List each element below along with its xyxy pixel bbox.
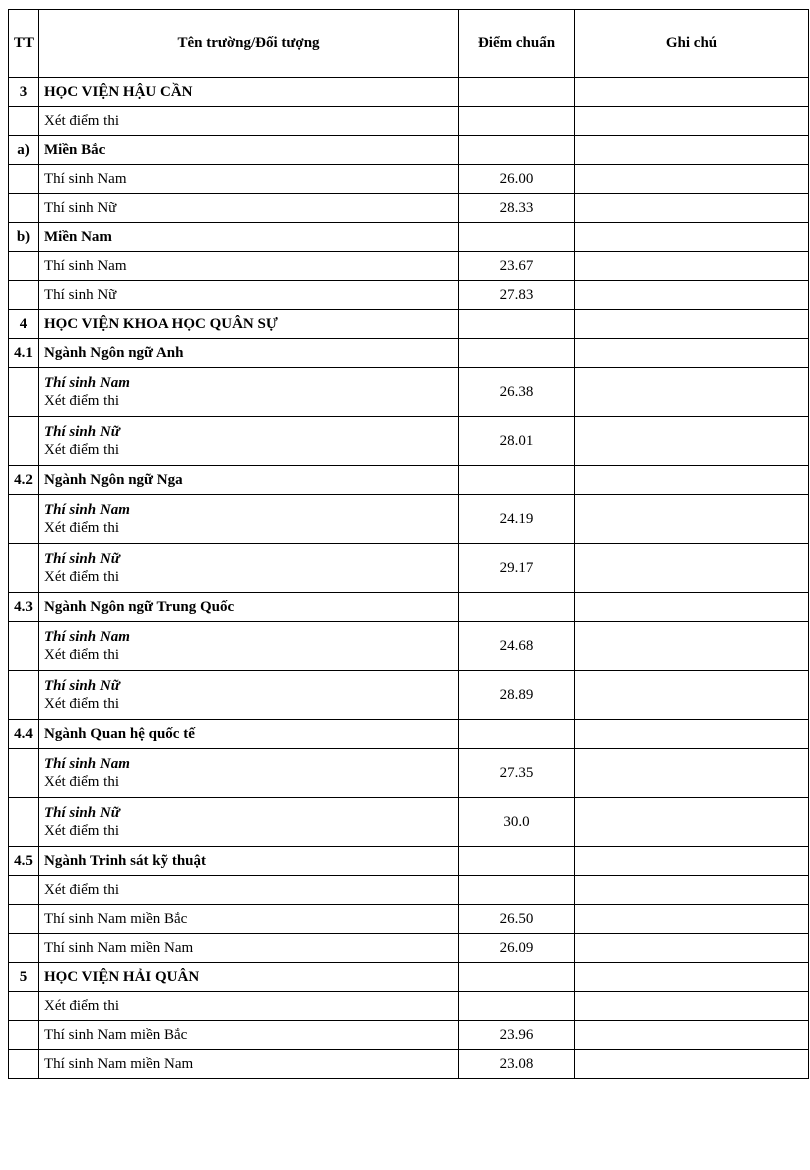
candidate-group-label: Thí sinh Nam <box>44 375 130 391</box>
benchmark-score: 29.17 <box>459 544 575 593</box>
benchmark-score: 26.00 <box>459 165 575 194</box>
table-row <box>9 368 809 417</box>
candidate-group-cell <box>39 671 459 720</box>
row-number <box>9 876 39 905</box>
target-name: Thí sinh Nam <box>39 165 459 194</box>
table-row <box>9 1050 809 1079</box>
note-cell <box>575 252 809 281</box>
subsection-name: Ngành Ngôn ngữ Anh <box>39 339 459 368</box>
benchmark-score: 27.83 <box>459 281 575 310</box>
benchmark-score: 23.67 <box>459 252 575 281</box>
table-row <box>9 417 809 466</box>
candidate-group-label: Thí sinh Nữ <box>44 551 120 567</box>
note-cell <box>575 136 809 165</box>
benchmark-score <box>459 720 575 749</box>
benchmark-score: 26.50 <box>459 905 575 934</box>
benchmark-score: 26.09 <box>459 934 575 963</box>
benchmark-score: 23.08 <box>459 1050 575 1079</box>
target-name: Thí sinh Nữ <box>39 281 459 310</box>
target-name: Thí sinh Nữ <box>39 194 459 223</box>
subsection-name: Ngành Trinh sát kỹ thuật <box>39 847 459 876</box>
row-number <box>9 798 39 847</box>
row-number <box>9 622 39 671</box>
row-number <box>9 194 39 223</box>
candidate-group-cell <box>39 544 459 593</box>
note-cell <box>575 544 809 593</box>
candidate-group-cell <box>39 495 459 544</box>
candidate-group-label: Thí sinh Nữ <box>44 424 120 440</box>
note-cell <box>575 798 809 847</box>
subsection-name: Miền Nam <box>39 223 459 252</box>
note-cell <box>575 107 809 136</box>
row-number <box>9 417 39 466</box>
row-number <box>9 368 39 417</box>
row-number: b) <box>9 223 39 252</box>
candidate-group-cell <box>39 417 459 466</box>
note-cell <box>575 165 809 194</box>
target-name: Thí sinh Nam miền Nam <box>39 1050 459 1079</box>
row-number <box>9 544 39 593</box>
table-row <box>9 934 809 963</box>
admission-method-label: Xét điểm thi <box>44 520 119 536</box>
row-number: 4 <box>9 310 39 339</box>
row-number <box>9 671 39 720</box>
header-tt: TT <box>9 10 39 78</box>
candidate-group-label: Thí sinh Nữ <box>44 805 120 821</box>
table-row <box>9 720 809 749</box>
score-table-sheet <box>8 9 809 1079</box>
benchmark-score <box>459 963 575 992</box>
row-number <box>9 495 39 544</box>
row-number <box>9 165 39 194</box>
table-row <box>9 544 809 593</box>
subsection-name: Ngành Ngôn ngữ Trung Quốc <box>39 593 459 622</box>
benchmark-score: 28.89 <box>459 671 575 720</box>
target-name: Xét điểm thi <box>39 107 459 136</box>
school-name: HỌC VIỆN KHOA HỌC QUÂN SỰ <box>39 310 459 339</box>
row-number: 4.4 <box>9 720 39 749</box>
benchmark-score <box>459 992 575 1021</box>
admission-method-label: Xét điểm thi <box>44 823 119 839</box>
row-number: 4.3 <box>9 593 39 622</box>
note-cell <box>575 368 809 417</box>
target-name: Thí sinh Nam miền Nam <box>39 934 459 963</box>
subsection-name: Miền Bắc <box>39 136 459 165</box>
row-number: 3 <box>9 78 39 107</box>
target-name: Xét điểm thi <box>39 992 459 1021</box>
benchmark-score <box>459 136 575 165</box>
note-cell <box>575 622 809 671</box>
note-cell <box>575 992 809 1021</box>
table-header-row <box>9 10 809 78</box>
table-row <box>9 252 809 281</box>
subsection-name: Ngành Quan hệ quốc tế <box>39 720 459 749</box>
admission-method-label: Xét điểm thi <box>44 647 119 663</box>
table-row <box>9 798 809 847</box>
table-row <box>9 671 809 720</box>
header-note: Ghi chú <box>575 10 809 78</box>
table-row <box>9 593 809 622</box>
note-cell <box>575 1050 809 1079</box>
target-name: Thí sinh Nam <box>39 252 459 281</box>
candidate-group-cell <box>39 622 459 671</box>
row-number <box>9 281 39 310</box>
table-row <box>9 281 809 310</box>
table-row <box>9 963 809 992</box>
candidate-group-label: Thí sinh Nam <box>44 629 130 645</box>
benchmark-score <box>459 223 575 252</box>
benchmark-score <box>459 876 575 905</box>
row-number <box>9 252 39 281</box>
row-number <box>9 905 39 934</box>
candidate-group-label: Thí sinh Nữ <box>44 678 120 694</box>
table-row <box>9 622 809 671</box>
benchmark-score <box>459 466 575 495</box>
benchmark-score <box>459 593 575 622</box>
admission-method-label: Xét điểm thi <box>44 569 119 585</box>
row-number <box>9 1021 39 1050</box>
target-name: Thí sinh Nam miền Bắc <box>39 905 459 934</box>
row-number <box>9 107 39 136</box>
candidate-group-cell <box>39 798 459 847</box>
note-cell <box>575 963 809 992</box>
note-cell <box>575 593 809 622</box>
row-number <box>9 992 39 1021</box>
table-row <box>9 1021 809 1050</box>
benchmark-score <box>459 107 575 136</box>
benchmark-score: 26.38 <box>459 368 575 417</box>
note-cell <box>575 847 809 876</box>
benchmark-score: 28.01 <box>459 417 575 466</box>
benchmark-score: 27.35 <box>459 749 575 798</box>
benchmark-score: 28.33 <box>459 194 575 223</box>
note-cell <box>575 905 809 934</box>
row-number: 4.1 <box>9 339 39 368</box>
table-row <box>9 78 809 107</box>
note-cell <box>575 495 809 544</box>
note-cell <box>575 720 809 749</box>
candidate-group-cell <box>39 749 459 798</box>
note-cell <box>575 194 809 223</box>
note-cell <box>575 417 809 466</box>
table-row <box>9 992 809 1021</box>
benchmark-score: 24.68 <box>459 622 575 671</box>
benchmark-score: 30.0 <box>459 798 575 847</box>
candidate-group-cell <box>39 368 459 417</box>
benchmark-score <box>459 339 575 368</box>
note-cell <box>575 934 809 963</box>
school-name: HỌC VIỆN HẬU CẦN <box>39 78 459 107</box>
row-number <box>9 934 39 963</box>
header-name: Tên trường/Đối tượng <box>39 10 459 78</box>
table-row <box>9 339 809 368</box>
table-row <box>9 107 809 136</box>
row-number: a) <box>9 136 39 165</box>
note-cell <box>575 749 809 798</box>
target-name: Thí sinh Nam miền Bắc <box>39 1021 459 1050</box>
note-cell <box>575 281 809 310</box>
note-cell <box>575 339 809 368</box>
admission-method-label: Xét điểm thi <box>44 393 119 409</box>
row-number <box>9 749 39 798</box>
target-name: Xét điểm thi <box>39 876 459 905</box>
benchmark-score: 23.96 <box>459 1021 575 1050</box>
table-row <box>9 136 809 165</box>
school-name: HỌC VIỆN HẢI QUÂN <box>39 963 459 992</box>
table-body <box>9 78 809 1079</box>
table-row <box>9 905 809 934</box>
table-row <box>9 749 809 798</box>
candidate-group-label: Thí sinh Nam <box>44 756 130 772</box>
table-row <box>9 194 809 223</box>
admission-method-label: Xét điểm thi <box>44 696 119 712</box>
benchmark-score <box>459 78 575 107</box>
admission-method-label: Xét điểm thi <box>44 774 119 790</box>
benchmark-score: 24.19 <box>459 495 575 544</box>
row-number <box>9 1050 39 1079</box>
row-number: 4.5 <box>9 847 39 876</box>
admission-score-table <box>8 9 809 1079</box>
benchmark-score <box>459 847 575 876</box>
note-cell <box>575 1021 809 1050</box>
candidate-group-label: Thí sinh Nam <box>44 502 130 518</box>
table-row <box>9 876 809 905</box>
row-number: 4.2 <box>9 466 39 495</box>
table-row <box>9 223 809 252</box>
note-cell <box>575 466 809 495</box>
admission-method-label: Xét điểm thi <box>44 442 119 458</box>
note-cell <box>575 78 809 107</box>
note-cell <box>575 310 809 339</box>
header-score: Điểm chuẩn <box>459 10 575 78</box>
table-row <box>9 847 809 876</box>
table-row <box>9 495 809 544</box>
note-cell <box>575 223 809 252</box>
table-row <box>9 466 809 495</box>
note-cell <box>575 876 809 905</box>
benchmark-score <box>459 310 575 339</box>
row-number: 5 <box>9 963 39 992</box>
table-row <box>9 310 809 339</box>
note-cell <box>575 671 809 720</box>
table-row <box>9 165 809 194</box>
subsection-name: Ngành Ngôn ngữ Nga <box>39 466 459 495</box>
